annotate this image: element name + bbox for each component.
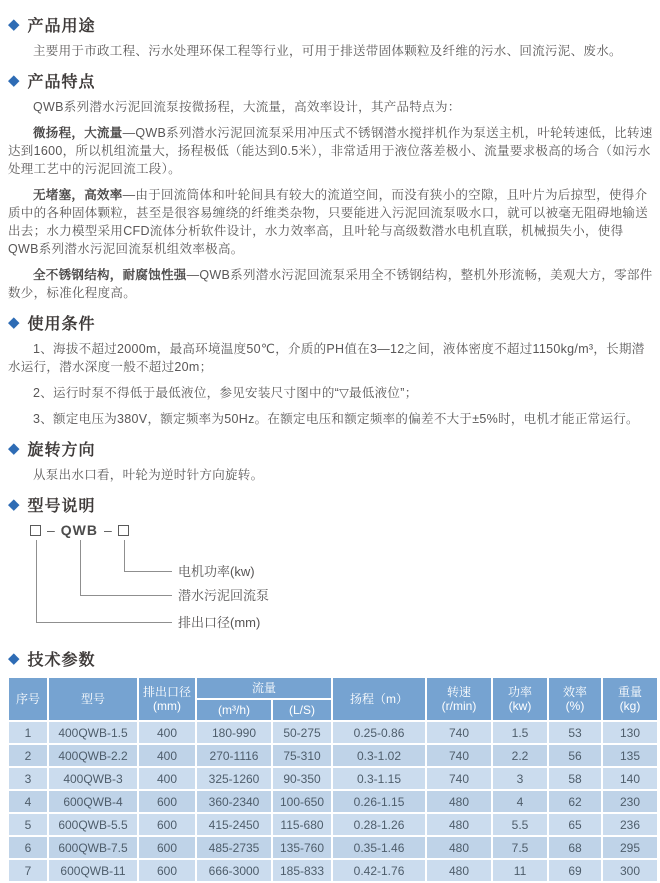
table-row: [9, 722, 657, 743]
cell-seq: 1: [9, 722, 47, 743]
cell-weight: 236: [603, 814, 657, 835]
section-title-features: [8, 69, 654, 92]
condition-item: 2、运行时泵不得低于最低液位，参见安装尺寸图中的“▽最低液位”；: [33, 386, 418, 400]
cell-weight: 140: [603, 768, 657, 789]
model-series-code: QWB: [60, 522, 99, 538]
col-header-speed: 转速 (r/min): [427, 678, 491, 720]
table-row: [9, 860, 657, 881]
diamond-icon: ◆: [8, 440, 21, 457]
cell-outlet: 600: [139, 814, 195, 835]
condition-item: 1、海拔不超过2000m，最高环境温度50℃，介质的PH值在3—12之间，液体密度不超过1150kg/m³，长期潜水运行，潜水深度一般不超过20m；: [8, 342, 645, 374]
diamond-icon: ◆: [8, 496, 21, 513]
cell-power: 2.2: [493, 745, 547, 766]
cell-model: 600QWB-4: [49, 791, 137, 812]
cell-model: 400QWB-3: [49, 768, 137, 789]
features-intro: QWB系列潜水污泥回流泵按微扬程，大流量，高效率设计，其产品特点为：: [33, 100, 461, 114]
model-box-outlet-icon: [30, 525, 41, 536]
diagram-label-pump: 潜水污泥回流泵: [178, 588, 270, 603]
cell-model: 600QWB-11: [49, 860, 137, 881]
diagram-label-power: 电机功率(kw): [178, 564, 255, 579]
spec-table: [7, 676, 659, 883]
cell-speed: 740: [427, 768, 491, 789]
cell-head: 0.26-1.15: [333, 791, 425, 812]
cell-power: 4: [493, 791, 547, 812]
section-title-conditions: [8, 311, 654, 334]
cell-flow-m3h: 270-1116: [197, 745, 271, 766]
cell-eff: 65: [549, 814, 601, 835]
cell-head: 0.3-1.02: [333, 745, 425, 766]
cell-flow-m3h: 325-1260: [197, 768, 271, 789]
cell-speed: 480: [427, 791, 491, 812]
cell-head: 0.28-1.26: [333, 814, 425, 835]
cell-model: 400QWB-2.2: [49, 745, 137, 766]
cell-power: 5.5: [493, 814, 547, 835]
dash: –: [104, 522, 112, 538]
col-header-outlet: 排出口径 (mm): [139, 678, 195, 720]
feature-lead: 无堵塞，高效率: [33, 188, 123, 202]
cell-eff: 68: [549, 837, 601, 858]
cell-speed: 480: [427, 814, 491, 835]
section-title-usage: [8, 13, 654, 36]
diamond-icon: ◆: [8, 314, 21, 331]
feature-item: [8, 186, 654, 258]
table-row: [9, 745, 657, 766]
section-title-text: 旋转方向: [27, 442, 96, 459]
feature-item: [8, 124, 654, 178]
feature-text: —QWB系列潜水污泥回流泵采用全不锈钢结构，整机外形流畅，美观大方，零部件数少，标准化程度高。: [8, 268, 653, 300]
cell-flow-m3h: 485-2735: [197, 837, 271, 858]
col-header-eff: 效率 (%): [549, 678, 601, 720]
table-row: [9, 791, 657, 812]
cell-power: 7.5: [493, 837, 547, 858]
section-title-rotation: [8, 437, 654, 460]
cell-power: 1.5: [493, 722, 547, 743]
dash: –: [47, 522, 55, 538]
model-formula: [30, 522, 129, 538]
cell-outlet: 600: [139, 837, 195, 858]
cell-outlet: 400: [139, 745, 195, 766]
cell-model: 600QWB-7.5: [49, 837, 137, 858]
cell-model: 400QWB-1.5: [49, 722, 137, 743]
connector-line-outlet: [36, 540, 172, 623]
section-title-model: [8, 493, 654, 516]
cell-flow-m3h: 415-2450: [197, 814, 271, 835]
cell-speed: 740: [427, 745, 491, 766]
cell-outlet: 400: [139, 722, 195, 743]
cell-speed: 480: [427, 860, 491, 881]
cell-weight: 230: [603, 791, 657, 812]
section-title-text: 技术参数: [27, 652, 96, 669]
section-title-text: 使用条件: [27, 316, 96, 333]
cell-flow-ls: 185-833: [273, 860, 331, 881]
cell-weight: 130: [603, 722, 657, 743]
diamond-icon: ◆: [8, 16, 21, 33]
table-row: [9, 768, 657, 789]
section-title-text: 型号说明: [27, 498, 96, 515]
condition-item: 3、额定电压为380V，额定频率为50Hz。在额定电压和额定频率的偏差不大于±5%时，电机才能正常运行。: [33, 412, 639, 426]
cell-weight: 300: [603, 860, 657, 881]
cell-eff: 62: [549, 791, 601, 812]
cell-outlet: 400: [139, 768, 195, 789]
cell-weight: 135: [603, 745, 657, 766]
feature-text: —QWB系列潜水污泥回流泵采用冲压式不锈钢潜水搅拌机作为泵送主机，叶轮转速低，比转速达到1600，所以机组流量大，扬程极低（能达到0.5米），非常适用于液位落差极小、流量要求极高的场合（如污水处理工艺中的污泥回流工段）。: [8, 126, 653, 176]
cell-flow-ls: 135-760: [273, 837, 331, 858]
col-header-weight: 重量 (kg): [603, 678, 657, 720]
cell-power: 11: [493, 860, 547, 881]
diagram-label-outlet: 排出口径(mm): [178, 615, 261, 630]
cell-eff: 56: [549, 745, 601, 766]
cell-speed: 740: [427, 722, 491, 743]
cell-head: 0.42-1.76: [333, 860, 425, 881]
table-row: [9, 814, 657, 835]
cell-seq: 2: [9, 745, 47, 766]
cell-eff: 53: [549, 722, 601, 743]
feature-lead: 微扬程，大流量: [33, 126, 123, 140]
section-title-specs: [8, 647, 654, 670]
cell-seq: 4: [9, 791, 47, 812]
table-row: [9, 837, 657, 858]
table-header-row: [9, 678, 657, 698]
cell-flow-ls: 90-350: [273, 768, 331, 789]
usage-paragraph: 主要用于市政工程、污水处理环保工程等行业，可用于排送带固体颗粒及纤维的污水、回流污泥、废水。: [33, 44, 622, 58]
cell-outlet: 600: [139, 791, 195, 812]
cell-seq: 3: [9, 768, 47, 789]
cell-seq: 6: [9, 837, 47, 858]
feature-text: —由于回流筒体和叶轮间具有较大的流道空间，而没有狭小的空隙，且叶片为后掠型，使得介质中的各种固体颗粒，甚至是很容易缠绕的纤维类杂物，只要能进入污泥回流泵吸水口，就可以被毫无阻碍地输送出去；水力模型采用CFD流体分析软件设计，水力效率高，且叶轮与高级数潜水电机直联，机械损失小，使得QWB系列潜水污泥回流泵机组效率极高。: [8, 188, 649, 256]
col-header-seq: 序号: [9, 678, 47, 720]
cell-flow-ls: 50-275: [273, 722, 331, 743]
cell-flow-m3h: 180-990: [197, 722, 271, 743]
cell-weight: 295: [603, 837, 657, 858]
cell-outlet: 600: [139, 860, 195, 881]
cell-head: 0.35-1.46: [333, 837, 425, 858]
feature-lead: 全不锈钢结构，耐腐蚀性强: [33, 268, 187, 282]
col-header-model: 型号: [49, 678, 137, 720]
section-title-text: 产品用途: [27, 18, 96, 35]
diamond-icon: ◆: [8, 72, 21, 89]
col-header-flow-m3h: (m³/h): [197, 700, 271, 720]
cell-flow-ls: 100-650: [273, 791, 331, 812]
cell-flow-ls: 75-310: [273, 745, 331, 766]
cell-seq: 7: [9, 860, 47, 881]
cell-model: 600QWB-5.5: [49, 814, 137, 835]
col-header-flow: 流量: [197, 678, 331, 698]
feature-item: [8, 266, 654, 302]
cell-flow-ls: 115-680: [273, 814, 331, 835]
diamond-icon: ◆: [8, 650, 21, 667]
model-code-diagram: [6, 522, 654, 638]
model-box-power-icon: [118, 525, 129, 536]
cell-seq: 5: [9, 814, 47, 835]
cell-eff: 69: [549, 860, 601, 881]
section-title-text: 产品特点: [27, 74, 96, 91]
cell-eff: 58: [549, 768, 601, 789]
cell-speed: 480: [427, 837, 491, 858]
col-header-flow-ls: (L/S): [273, 700, 331, 720]
cell-head: 0.25-0.86: [333, 722, 425, 743]
cell-head: 0.3-1.15: [333, 768, 425, 789]
col-header-head: 扬程（m）: [333, 678, 425, 720]
rotation-paragraph: 从泵出水口看，叶轮为逆时针方向旋转。: [33, 468, 264, 482]
cell-flow-m3h: 360-2340: [197, 791, 271, 812]
cell-power: 3: [493, 768, 547, 789]
cell-flow-m3h: 666-3000: [197, 860, 271, 881]
col-header-power: 功率 (kw): [493, 678, 547, 720]
